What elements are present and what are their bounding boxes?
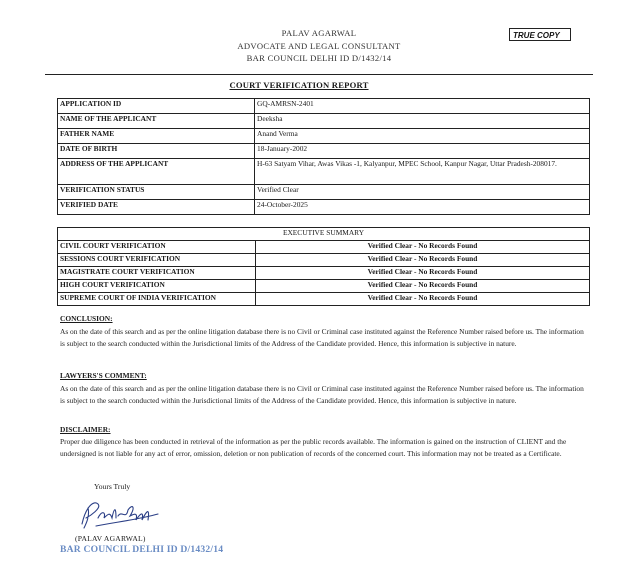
row-key: MAGISTRATE COURT VERIFICATION (58, 267, 256, 280)
table-row (58, 241, 590, 254)
row-value: H-63 Satyam Vihar, Awas Vikas -1, Kalyanpur, MPEC School, Kanpur Nagar, Uttar Pradesh-208017. (255, 159, 590, 185)
row-key: VERIFIED DATE (58, 200, 255, 215)
row-key: HIGH COURT VERIFICATION (58, 280, 256, 293)
table-row (58, 144, 590, 159)
advocate-designation: ADVOCATE AND LEGAL CONSULTANT (237, 40, 401, 51)
row-key: DATE OF BIRTH (58, 144, 255, 159)
table-row (58, 254, 590, 267)
header-divider (45, 74, 593, 75)
executive-summary-table (57, 227, 590, 306)
lawyer-comment-text: As on the date of this search and as per the online litigation database there is no Civil or Criminal case instituted against the Reference Number raised before us. The information is subject to the search conducted within the Jurisdictional limits of the Address of the Candidate provided. Hence, this information is subjective in nature. (60, 384, 584, 405)
closing-text: Yours Truly (94, 482, 131, 491)
table-row (58, 200, 590, 215)
row-value: Deeksha (255, 114, 590, 129)
lawyer-comment-title: LAWYERS'S COMMENT: (60, 371, 147, 380)
row-key: ADDRESS OF THE APPLICANT (58, 159, 255, 185)
row-value: Verified Clear - No Records Found (256, 280, 590, 293)
row-value: Verified Clear - No Records Found (256, 293, 590, 306)
row-key: VERIFICATION STATUS (58, 185, 255, 200)
advocate-name: PALAV AGARWAL (281, 28, 357, 38)
row-key: APPLICATION ID (58, 99, 255, 114)
report-title: COURT VERIFICATION REPORT (229, 80, 369, 90)
table-row (58, 114, 590, 129)
table-row (58, 293, 590, 306)
applicant-details-table (57, 98, 590, 215)
row-key: SUPREME COURT OF INDIA VERIFICATION (58, 293, 256, 306)
row-value: 24-October-2025 (255, 200, 590, 215)
row-value: Verified Clear - No Records Found (256, 267, 590, 280)
row-value: Verified Clear (255, 185, 590, 200)
row-value: Verified Clear - No Records Found (256, 254, 590, 267)
table-row (58, 129, 590, 144)
row-value: Verified Clear - No Records Found (256, 241, 590, 254)
table-row (58, 99, 590, 114)
handwritten-signature (76, 496, 162, 532)
true-copy-badge: TRUE COPY (509, 28, 571, 41)
row-key: FATHER NAME (58, 129, 255, 144)
table-row (58, 280, 590, 293)
conclusion-title: CONCLUSION: (60, 314, 113, 323)
row-value: GQ-AMRSN-2401 (255, 99, 590, 114)
row-value: 18-January-2002 (255, 144, 590, 159)
row-value: Anand Verma (255, 129, 590, 144)
signatory-registration: BAR COUNCIL DELHI ID D/1432/14 (60, 544, 224, 555)
disclaimer-text: Proper due diligence has been conducted in retrieval of the information as per the public records available. The information is gained on the instruction of CLIENT and the undersigned is not liable for any act of error, omission, deletion or non publication of records of the concerned court. This information may not be treated as a Certificate. (60, 437, 567, 458)
table-row (58, 159, 590, 185)
row-key: NAME OF THE APPLICANT (58, 114, 255, 129)
row-key: SESSIONS COURT VERIFICATION (58, 254, 256, 267)
advocate-registration: BAR COUNCIL DELHI ID D/1432/14 (246, 53, 392, 63)
signatory-name: (PALAV AGARWAL) (75, 534, 146, 543)
table-row (58, 185, 590, 200)
summary-heading: EXECUTIVE SUMMARY (58, 228, 590, 241)
table-row (58, 267, 590, 280)
conclusion-text: As on the date of this search and as per the online litigation database there is no Civil or Criminal case instituted against the Reference Number raised before us. The information is subject to the search conducted within the Jurisdictional limits of the Address of the Candidate provided. Hence, this information is subjective in nature. (60, 327, 584, 348)
disclaimer-title: DISCLAIMER: (60, 425, 111, 434)
row-key: CIVIL COURT VERIFICATION (58, 241, 256, 254)
table-row (58, 228, 590, 241)
